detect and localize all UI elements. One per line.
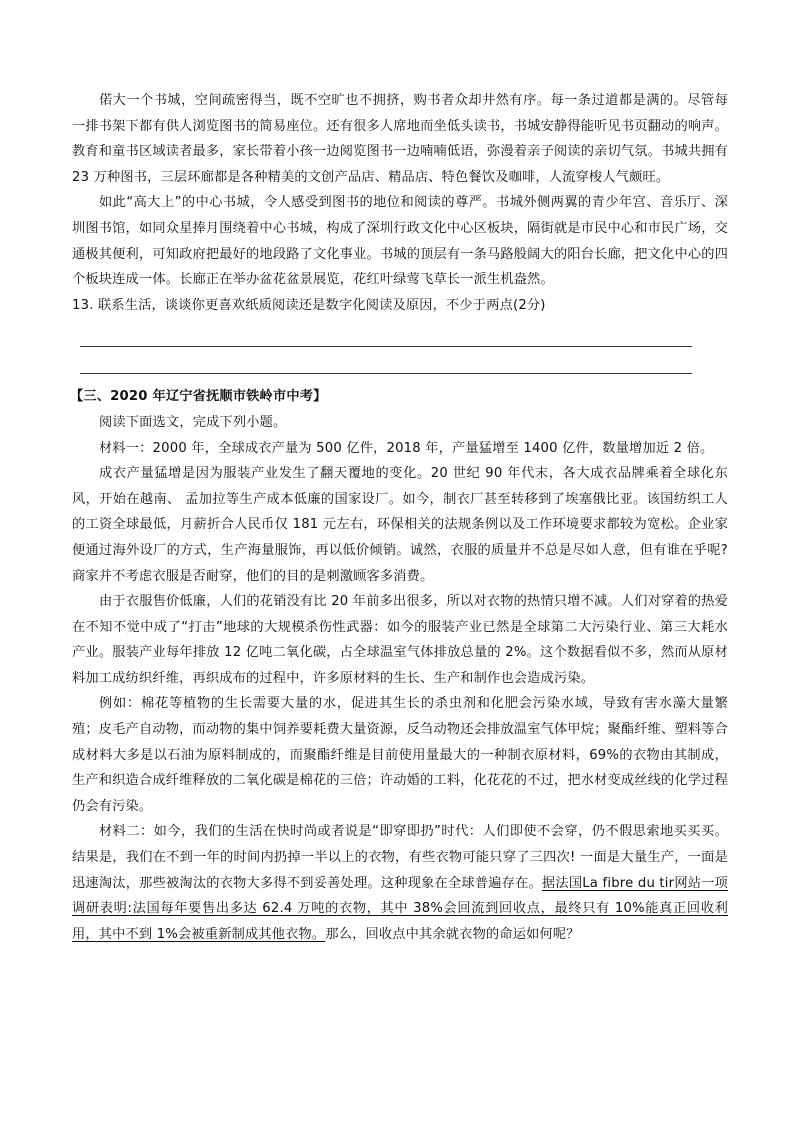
answer-line-1[interactable]: [80, 346, 692, 347]
material-2-text-end: 那么，回收点中其余就衣物的命运如何呢？: [325, 926, 580, 942]
instruction: 阅读下面选文，完成下列小题。: [99, 414, 287, 430]
paragraph-pollution: 由于衣服售价低廉，人们的花销没有比 20 年前多出很多，所以对衣物的热情只增不减。人们对穿着的热爱在不知不觉中成了“打击”地球的大规模杀伤性武器：如今的服装产业已然是全球第二大污染行业、第三大耗水产业。服装产业每年排放 12 亿吨二氧化碳，占全球温室气体排放总量的 2%。这个数据看似不多，然而从原材料加工成纺织纤维，再织成布的过程中，许多原材料的生长、生产和制作也会造成污染。: [72, 594, 728, 686]
paragraph-garment-production: 成衣产量猛增是因为服装产业发生了翻天覆地的变化。20 世纪 90 年代末，各大成衣品牌乘着全球化东风，开始在越南、 孟加拉等生产成本低廉的国家设厂。如今，制衣厂甚至转移到了埃塞俄比亚。该国纺织工人的工资全球最低，月薪折合人民币仅 181 元左右，环保相关的法规条例以及工作环境要求都较为宽松。企业家便通过海外设厂的方式，生产海量服饰，再以低价倾销。诚然，衣服的质量并不总是尽如人意，但有谁在乎呢?商家并不考虑衣服是否耐穿，他们的目的是刺激顾客多消费。: [72, 466, 728, 584]
material-2-text-start: 材料二：如今，我们的生活在快时尚或者说是“即穿即扔”时代：人们即使不会穿，仍不假思索地买买买。结果是，我们在不到一年的时间内扔掉一半以上的衣物，有些衣物可能只穿了三四次! 一面是大量生产，一面是迅速淘汰，那些被淘汰的衣物大多得不到妥善处理。这种现象在全球普遍存在。: [72, 824, 728, 891]
paragraph-bookstore-location: 如此“高大上”的中心书城，令人感受到图书的地位和阅读的尊严。书城外侧两翼的青少年宫、音乐厅、深圳图书馆，如同众星捧月围绕着中心书城，构成了深圳行政文化中心区板块，隔街就是市民中心和市民广场，交通极其便利，可知政府把最好的地段路了文化事业。书城的顶层有一条马路般阔大的阳台长廊，把文化中心的四个板块连成一体。长廊正在举办盆花盆景展览，花红叶绿莺飞草长一派生机盎然。: [72, 195, 728, 288]
paragraph-bookstore-interior: 偌大一个书城，空间疏密得当，既不空旷也不拥挤，购书者众却井然有序。每一条过道都是满的。尽管每一排书架下都有供人浏览图书的简易座位。还有很多人席地而坐低头读书，书城安静得能听见书页翻动的响声。教育和童书区域读者最多，家长带着小孩一边阅览图书一边喃喃低语，弥漫着亲子阅读的亲切气氛。书城共拥有 23 万种图书，三层环廊都是各种精美的文创产品店、精品店、特色餐饮及咖啡，人流穿梭人气颇旺。: [72, 93, 728, 185]
material-1-intro: 材料一：2000 年，全球成衣产量为 500 亿件，2018 年，产量猛增至 1400 亿件，数量增加近 2 倍。: [99, 440, 714, 456]
section-title: 【三、2020 年辽宁省抚顺市铁岭市中考】: [70, 389, 327, 405]
paragraph-materials-example: 例如：棉花等植物的生长需要大量的水，促进其生长的杀虫剂和化肥会污染水域，导致有害水藻大量繁殖；皮毛产自动物，而动物的集中饲养要耗费大量资源，反刍动物还会排放温室气体甲烷；聚酯纤维、塑料等合成材料大多是以石油为原料制成的，而聚酯纤维是目前使用量最大的一种制衣原材料，69%的衣物由其制成，生产和织造合成纤维释放的二氧化碳是棉花的三倍；许动婚的工料，化花花的不过，把水材变成丝线的化学过程仍会有污染。: [72, 696, 728, 814]
material-2-paragraph: [72, 819, 728, 947]
material-2-underlined-text: 据法国La fibre du tir网站一项调研表明:法国每年要售出多达 62.4 万吨的衣物，其中 38%会回流到回收点，最终只有 10%能真正回收利用，其中不到 1%会被重新制成其他衣物。: [72, 875, 728, 942]
question-13: 13. 联系生活，谈谈你更喜欢纸质阅读还是数字化阅读及原因，不少于两点(2分): [72, 297, 546, 313]
answer-line-2[interactable]: [80, 373, 692, 374]
